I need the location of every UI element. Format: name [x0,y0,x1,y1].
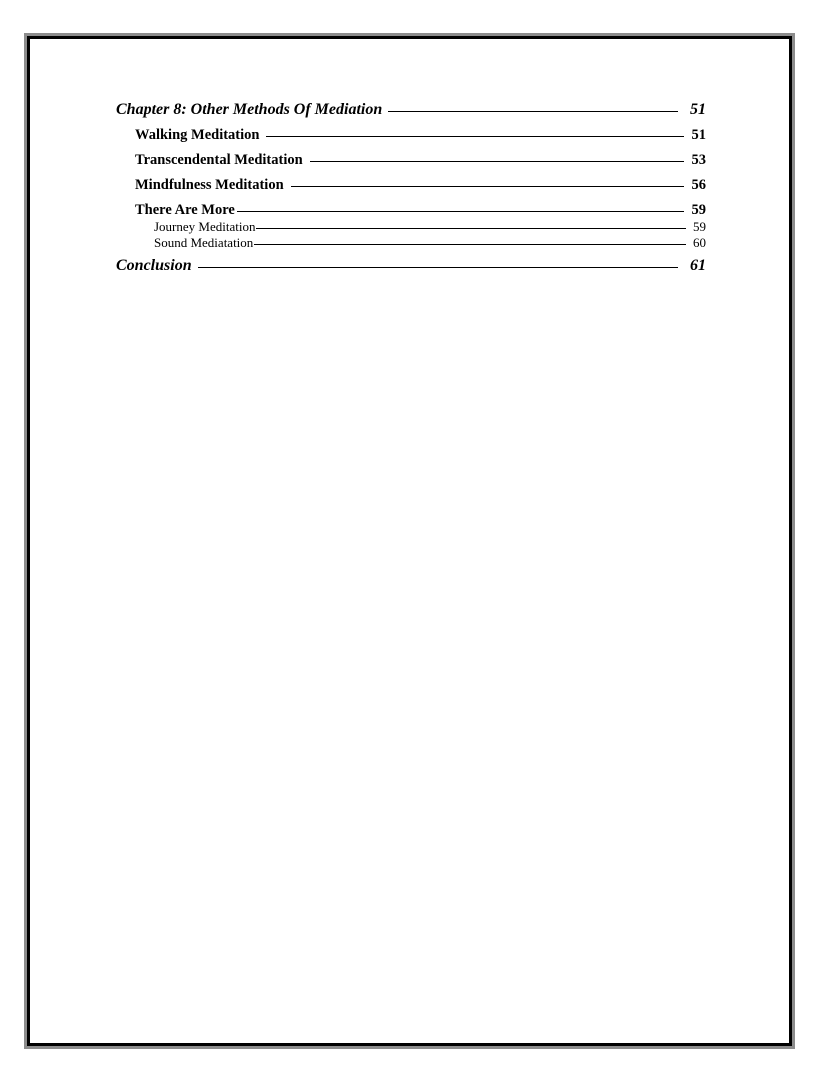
toc-entry-transcendental-meditation[interactable] [116,152,706,177]
toc-leader-line [388,111,678,112]
toc-entry-page: 60 [693,235,706,250]
toc-entry-title: Sound Mediatation [154,235,254,250]
toc-leader-line [254,244,686,245]
toc-leader-line [256,228,686,229]
toc-entry-page: 59 [693,219,706,234]
page-frame [24,33,795,1049]
toc-entry-page: 59 [691,202,706,218]
toc-entry-page: 51 [690,101,706,118]
toc-entry-mindfulness-meditation[interactable] [116,177,706,202]
toc-entry-page: 61 [690,257,706,274]
toc-leader-line [198,267,678,268]
toc-entry-title: Conclusion [116,257,192,274]
toc-entry-title: There Are More [135,202,235,218]
toc-entry-page: 51 [691,127,706,143]
toc-leader-line [310,161,684,162]
toc-entry-there-are-more[interactable] [116,202,706,219]
toc-leader-line [266,136,684,137]
toc-entry-title: Chapter 8: Other Methods Of Mediation [116,101,383,118]
toc-entry-conclusion[interactable] [116,257,706,283]
toc-entry-title: Walking Meditation [135,127,260,143]
toc-entry-title: Journey Meditation [154,219,256,234]
toc-entry-chapter-8[interactable] [116,101,706,127]
toc-entry-page: 53 [691,152,706,168]
toc-entry-title: Transcendental Meditation [135,152,303,168]
table-of-contents [116,101,706,283]
document-page [30,39,789,1043]
toc-leader-line [237,211,684,212]
toc-entry-title: Mindfulness Meditation [135,177,284,193]
page-border [27,36,792,1046]
toc-entry-journey-meditation[interactable] [116,219,706,235]
toc-entry-page: 56 [691,177,706,193]
toc-entry-walking-meditation[interactable] [116,127,706,152]
toc-leader-line [291,186,684,187]
toc-entry-sound-mediatation[interactable] [116,235,706,251]
